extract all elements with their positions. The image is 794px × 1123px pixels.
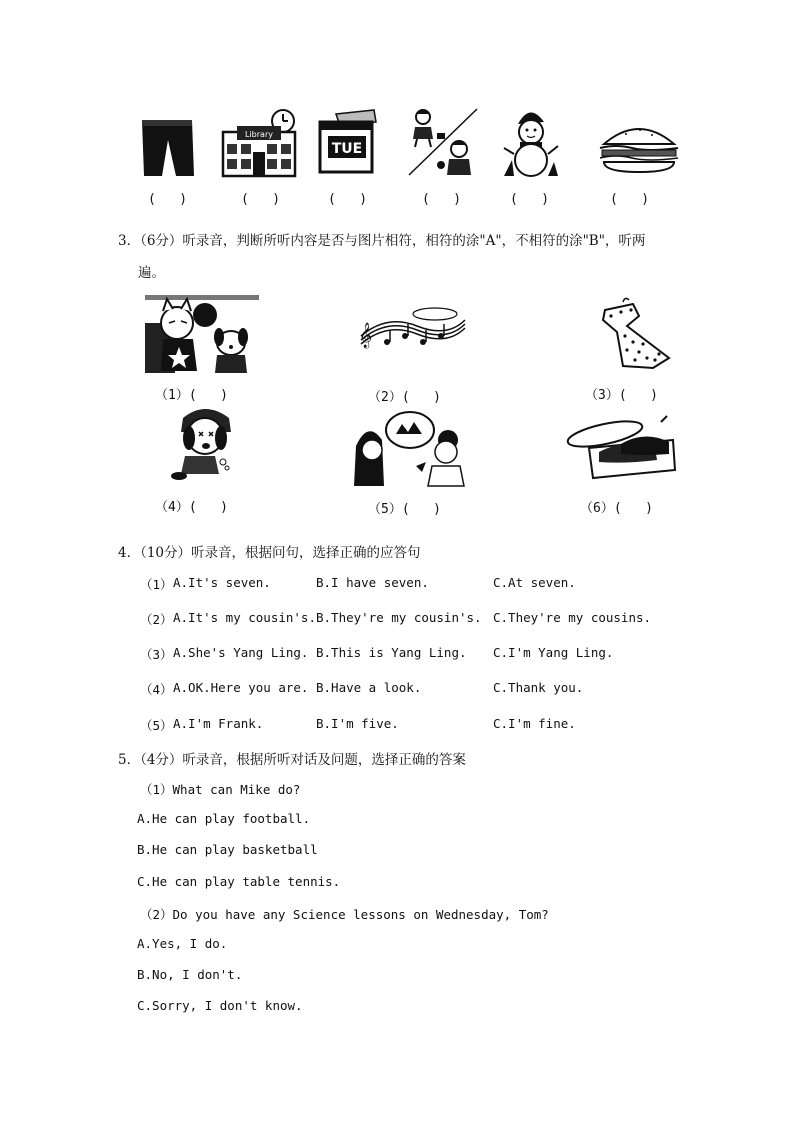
q5-1-option-c[interactable]: C.He can play table tennis. (137, 874, 341, 889)
q3-answer-1[interactable]: （1）( ) (155, 388, 228, 403)
music-notes-icon (357, 306, 467, 354)
q4-2-option-b[interactable]: B.They're my cousin's. (316, 610, 482, 625)
q4-5-number: （5） (140, 718, 173, 733)
q3-answer-2[interactable]: （2）( ) (368, 390, 441, 405)
calendar-label: TUE (331, 141, 363, 157)
q3-answer-3[interactable]: （3）( ) (585, 388, 658, 403)
q5-question-2: （2）Do you have any Science lessons on Wednesday, Tom? (140, 907, 549, 922)
q4-1-option-b[interactable]: B.I have seven. (316, 575, 429, 590)
q4-4-number: （4） (140, 682, 173, 697)
q5-2-option-b[interactable]: B.No, I don't. (137, 967, 243, 982)
dizzy-dog-icon (165, 404, 237, 482)
row1-answer-5[interactable]: ( ) (510, 192, 550, 207)
svg-text:𝄞: 𝄞 (359, 323, 373, 348)
cat-dog-ball-icon (143, 293, 261, 375)
row1-answer-2[interactable]: ( ) (241, 192, 281, 207)
q5-2-option-c[interactable]: C.Sorry, I don't know. (137, 998, 303, 1013)
q4-5-option-a[interactable]: A.I'm Frank. (173, 716, 264, 731)
snowman-icon (500, 106, 562, 178)
q4-4-option-a[interactable]: A.OK.Here you are. (173, 680, 309, 695)
row1-answer-6[interactable]: ( ) (610, 192, 650, 207)
children-split-icon (403, 105, 481, 179)
q5-question-1: （1）What can Mike do? (140, 782, 301, 797)
q4-1-number: （1） (140, 577, 173, 592)
row1-answer-3[interactable]: ( ) (328, 192, 368, 207)
q3-answer-4[interactable]: （4）( ) (155, 500, 228, 515)
q4-4-option-c[interactable]: C.Thank you. (493, 680, 584, 695)
q5-heading: 5．（4分）听录音，根据所听对话及问题，选择正确的答案 (118, 752, 466, 768)
q4-2-option-a[interactable]: A.It's my cousin's. (173, 610, 316, 625)
q5-2-option-a[interactable]: A.Yes, I do. (137, 936, 228, 951)
q3-answer-5[interactable]: （5）( ) (368, 502, 441, 517)
pants-icon (138, 118, 196, 180)
q4-2-number: （2） (140, 612, 173, 627)
library-building-icon (219, 106, 299, 180)
q4-3-option-c[interactable]: C.I'm Yang Ling. (493, 645, 614, 660)
library-sign: Library (245, 130, 273, 139)
q4-3-option-a[interactable]: A.She's Yang Ling. (173, 645, 309, 660)
hamburger-icon (596, 120, 682, 176)
q4-3-option-b[interactable]: B.This is Yang Ling. (316, 645, 467, 660)
q3-answer-6[interactable]: （6）( ) (580, 501, 653, 516)
q3-heading: 3．（6分）听录音，判断所听内容是否与图片相符，相符的涂"A"，不相符的涂"B"，听两 (118, 233, 646, 249)
q5-1-option-a[interactable]: A.He can play football. (137, 811, 311, 826)
q4-1-option-a[interactable]: A.It's seven. (173, 575, 271, 590)
q4-heading: 4．（10分）听录音，根据问句，选择正确的应答句 (118, 545, 421, 561)
q4-2-option-c[interactable]: C.They're my cousins. (493, 610, 652, 625)
q4-3-number: （3） (140, 647, 173, 662)
girls-talking-icon (350, 406, 470, 488)
q3-heading-cont: 遍。 (138, 265, 165, 281)
tuesday-calendar-icon (316, 108, 380, 176)
polka-dot-dress-icon (597, 296, 677, 372)
row1-answer-4[interactable]: ( ) (422, 192, 462, 207)
q5-1-option-b[interactable]: B.He can play basketball (137, 842, 318, 857)
q4-1-option-c[interactable]: C.At seven. (493, 575, 576, 590)
q4-5-option-b[interactable]: B.I'm five. (316, 716, 399, 731)
q4-5-option-c[interactable]: C.I'm fine. (493, 716, 576, 731)
row1-answer-1[interactable]: ( ) (148, 192, 188, 207)
shoes-box-icon (565, 412, 681, 484)
q4-4-option-b[interactable]: B.Have a look. (316, 680, 422, 695)
